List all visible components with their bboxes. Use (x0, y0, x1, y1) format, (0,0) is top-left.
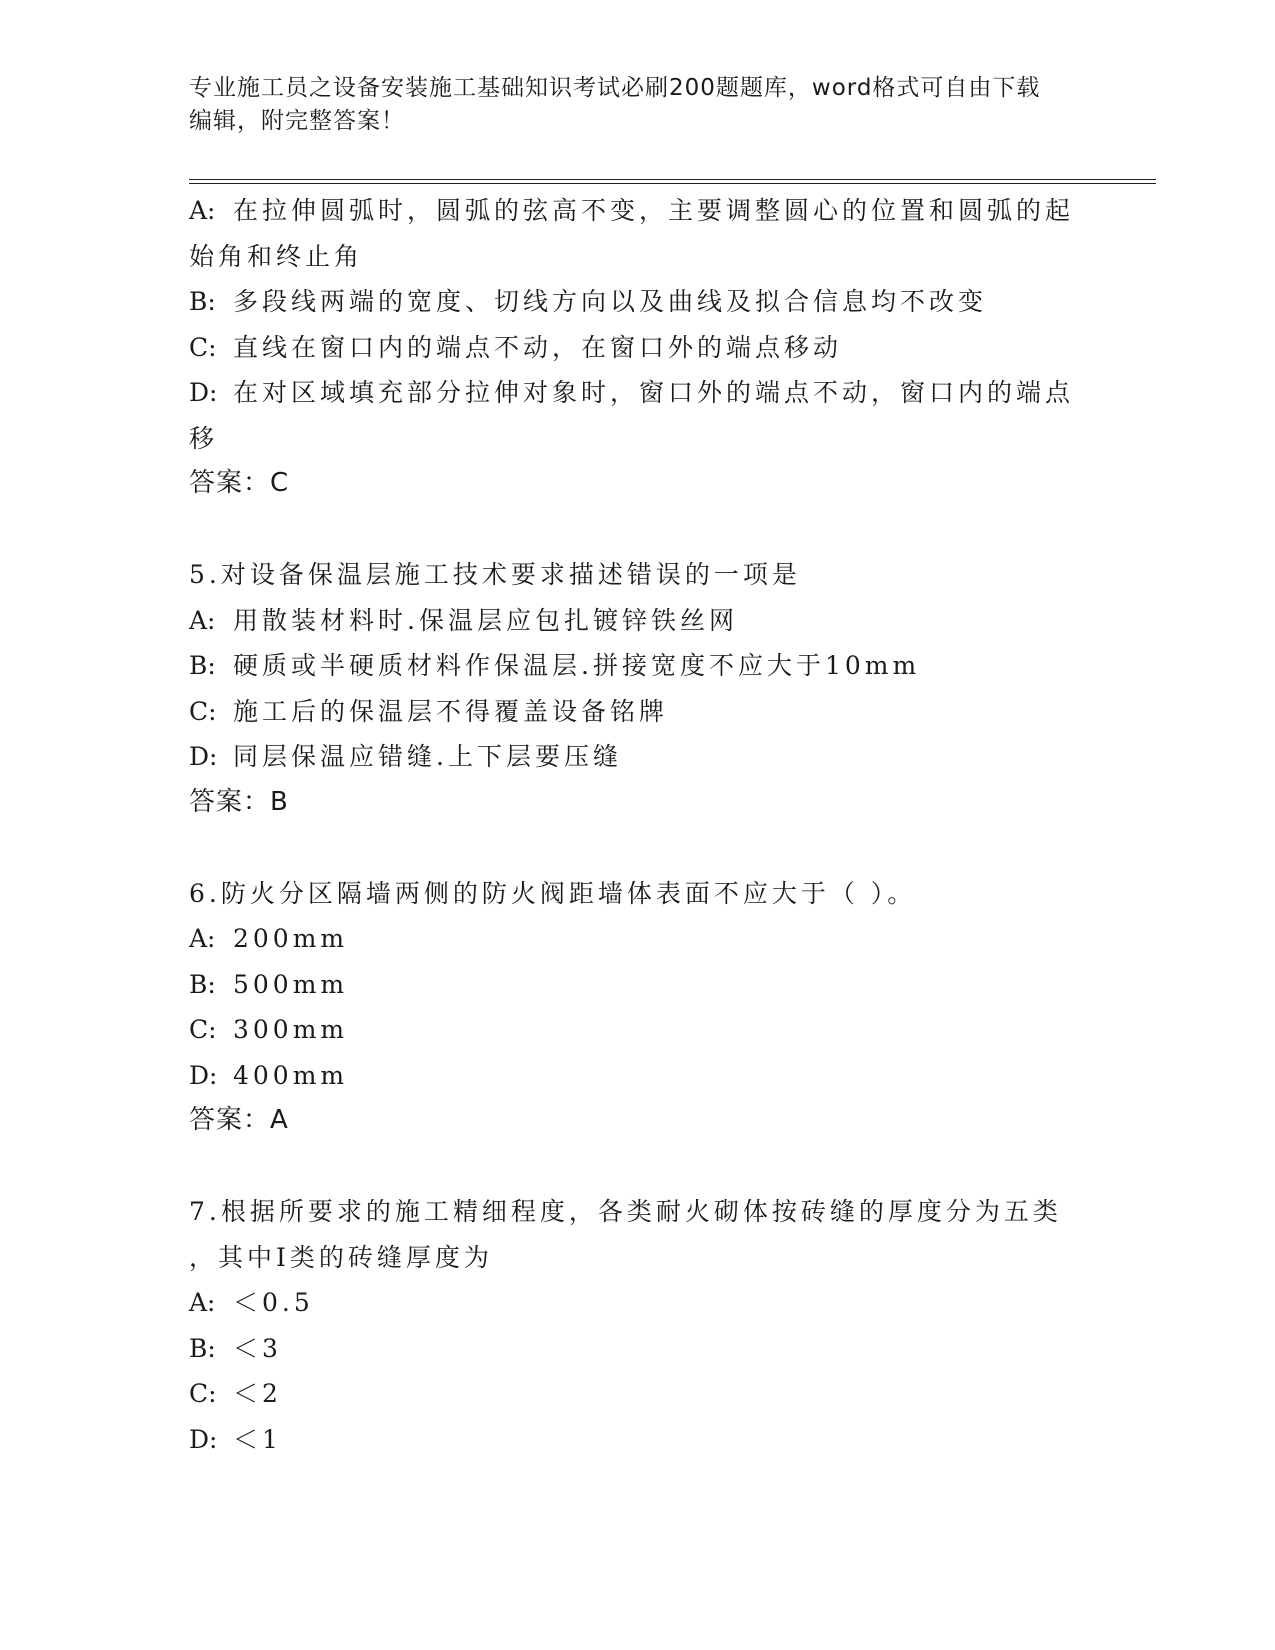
option-a-continuation: 始角和终止角 (189, 241, 364, 271)
question-title: 7.根据所要求的施工精细程度，各类耐火砌体按砖缝的厚度分为五类 (189, 1197, 1062, 1226)
question-title: 5.对设备保温层施工技术要求描述错误的一项是 (189, 560, 801, 589)
option-d: D: 400mm (189, 1060, 349, 1090)
option-d: D: ＜1 (189, 1424, 282, 1454)
question-6 (189, 871, 1089, 1144)
question-7 (189, 1189, 1089, 1462)
spacer (189, 507, 1089, 553)
answer: 答案：B (189, 786, 289, 817)
spacer (189, 1144, 1089, 1190)
spacer (189, 825, 1089, 871)
option-b: B: 多段线两端的宽度、切线方向以及曲线及拟合信息均不改变 (189, 287, 988, 316)
option-d: D: 在对区域填充部分拉伸对象时，窗口外的端点不动，窗口内的端点 (189, 378, 1075, 407)
option-b: B: 硬质或半硬质材料作保温层.拼接宽度不应大于10mm (189, 651, 921, 680)
option-c: C: 施工后的保温层不得覆盖设备铭牌 (189, 696, 669, 726)
option-b: B: 500mm (189, 969, 349, 999)
option-a: A: 用散装材料时.保温层应包扎镀锌铁丝网 (189, 605, 738, 635)
answer: 答案：A (189, 1105, 289, 1135)
header-divider (189, 179, 1156, 184)
header-title-line-1: 专业施工员之设备安装施工基础知识考试必刷200题题库，word格式可自由下载 (189, 75, 1041, 101)
option-d-continuation: 移 (189, 423, 219, 453)
option-a: A: ＜0.5 (189, 1288, 314, 1317)
option-a: A: 200mm (189, 924, 349, 953)
option-d: D: 同层保温应错缝.上下层要压缝 (189, 742, 622, 771)
option-c: C: ＜2 (189, 1379, 282, 1408)
option-c: C: 直线在窗口内的端点不动，在窗口外的端点移动 (189, 332, 843, 362)
document-header (189, 72, 1089, 138)
question-5 (189, 552, 1089, 825)
option-a: A: 在拉伸圆弧时，圆弧的弦高不变，主要调整圆心的位置和圆弧的起 (189, 196, 1075, 225)
question-4 (189, 188, 1089, 507)
question-title-continuation: ，其中Ⅰ类的砖缝厚度为 (189, 1242, 493, 1272)
answer: 答案：C (189, 468, 290, 498)
question-list (189, 188, 1089, 1462)
header-title-line-2: 编辑，附完整答案！ (189, 108, 405, 134)
option-c: C: 300mm (189, 1015, 349, 1044)
question-title: 6.防火分区隔墙两侧的防火阀距墙体表面不应大于（ ）。 (189, 878, 917, 908)
option-b: B: ＜3 (189, 1333, 282, 1363)
